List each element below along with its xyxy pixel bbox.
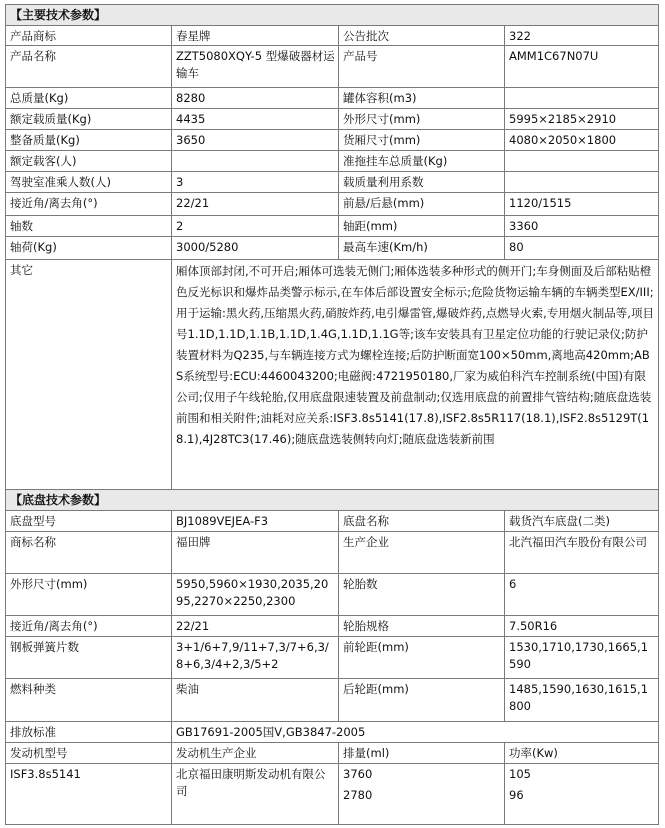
spec-label: 轴荷(Kg) [5,236,171,259]
spec-label: 额定载客(人) [5,150,171,171]
spec-label: 驾驶室准乘人数(人) [5,171,171,192]
chassis-label: 接近角/离去角(°) [5,615,171,636]
spec-value: 8280 [171,87,338,108]
chassis-value: 北汽福田汽车股份有限公司 [504,531,659,573]
chassis-label: 底盘型号 [5,510,171,531]
spec-label: 货厢尺寸(mm) [338,129,504,150]
engine-header-cell: 排量(ml) [338,742,504,763]
chassis-value: 柴油 [171,678,338,721]
spec-label: 载质量利用系数 [338,171,504,192]
spec-label: 外形尺寸(mm) [338,108,504,129]
chassis-label: 轮胎规格 [338,615,504,636]
chassis-value: 福田牌 [171,531,338,573]
spec-label: 产品名称 [5,45,171,87]
spec-row [5,45,659,87]
chassis-row [5,510,659,531]
chassis-label: 商标名称 [5,531,171,573]
spec-value: 3650 [171,129,338,150]
chassis-label: 钢板弹簧片数 [5,636,171,678]
spec-value: 322 [504,25,659,45]
engine-header-cell: 功率(Kw) [504,742,659,763]
engine-displacement [338,763,504,825]
spec-value: 3360 [504,215,659,236]
spec-row [5,236,659,259]
chassis-value: 6 [504,573,659,615]
spec-value [504,171,659,192]
engine-power-2: 96 [509,788,524,802]
engine-displacement-2: 2780 [343,788,373,802]
spec-label: 总质量(Kg) [5,87,171,108]
spec-label: 额定载质量(Kg) [5,108,171,129]
spec-value: 4435 [171,108,338,129]
spec-value: 80 [504,236,659,259]
chassis-label: 轮胎数 [338,573,504,615]
chassis-value: 5950,5960×1930,2035,2095,2270×2250,2300 [171,573,338,615]
spec-row [5,215,659,236]
main-section-header [5,4,659,25]
chassis-label: 底盘名称 [338,510,504,531]
spec-value: 4080×2050×1800 [504,129,659,150]
spec-value: 3000/5280 [171,236,338,259]
spec-value: 2 [171,215,338,236]
spec-label: 轴距(mm) [338,215,504,236]
chassis-row [5,615,659,636]
spec-row [5,129,659,150]
chassis-value: 1530,1710,1730,1665,1590 [504,636,659,678]
engine-header-row [5,742,659,763]
chassis-value: BJ1089VEJEA-F3 [171,510,338,531]
chassis-row [5,531,659,573]
spec-label: 接近角/离去角(°) [5,192,171,215]
chassis-row [5,573,659,615]
spec-value: AMM1C67N07U [504,45,659,87]
engine-power [504,763,659,825]
emission-row [5,721,659,742]
other-row [5,259,659,489]
chassis-value: 1485,1590,1630,1615,1800 [504,678,659,721]
spec-label: 轴数 [5,215,171,236]
spec-label: 产品商标 [5,25,171,45]
chassis-value: 7.50R16 [504,615,659,636]
engine-model: ISF3.8s5141 [5,763,171,825]
chassis-label: 后轮距(mm) [338,678,504,721]
spec-value [171,150,338,171]
engine-header-cell: 发动机型号 [5,742,171,763]
spec-label: 最高车速(Km/h) [338,236,504,259]
spec-label: 整备质量(Kg) [5,129,171,150]
spec-label: 产品号 [338,45,504,87]
spec-row [5,87,659,108]
spec-value [504,150,659,171]
spec-row [5,150,659,171]
spec-value: 5995×2185×2910 [504,108,659,129]
spec-value: 春星牌 [171,25,338,45]
spec-label: 准拖挂车总质量(Kg) [338,150,504,171]
spec-value: ZZT5080XQY-5 型爆破器材运输车 [171,45,338,87]
main-section-title: 【主要技术参数】 [5,4,659,25]
engine-header-cell: 发动机生产企业 [171,742,338,763]
engine-displacement-1: 3760 [343,767,373,781]
chassis-label: 外形尺寸(mm) [5,573,171,615]
chassis-label: 前轮距(mm) [338,636,504,678]
chassis-value: 22/21 [171,615,338,636]
spec-label: 公告批次 [338,25,504,45]
engine-data-row [5,763,659,825]
spec-row [5,108,659,129]
chassis-section-title: 【底盘技术参数】 [5,489,659,510]
chassis-row [5,636,659,678]
spec-row [5,171,659,192]
chassis-row [5,678,659,721]
spec-label: 罐体容积(m3) [338,87,504,108]
chassis-section-header [5,489,659,510]
chassis-label: 燃料种类 [5,678,171,721]
spec-value: 3 [171,171,338,192]
other-label: 其它 [5,259,171,489]
chassis-value: 3+1/6+7,9/11+7,3/7+6,3/8+6,3/4+2,3/5+2 [171,636,338,678]
engine-power-1: 105 [509,767,531,781]
chassis-value: 载货汽车底盘(二类) [504,510,659,531]
other-text: 厢体顶部封闭,不可开启;厢体可选装无侧门;厢体选装多种形式的侧开门;车身侧面及后部粘贴橙色反光标识和爆炸品类警示标示,在车体后部设置安全标示;危险货物运输车辆的车辆类型EX/III;用于运输:黑火药,压缩黑火药,硝胺炸药,电引爆雷管,爆破炸药,点燃导火索,专用烟火制品等,项目号1.1D,1.1D,1.1B,1.1D,1.4G,1.1D,1.1G等;该车安装具有卫星定位功能的行驶记录仪;防护装置材料为Q235,与车辆连接方式为螺栓连接;后防护断面宽100×50mm,离地高420mm;ABS系统型号:ECU:4460043200;电磁阀:4721950180,厂家为威伯科汽车控制系统(中国)有限公司;仅用子午线轮胎,仅用底盘限速装置及前盘制动;仅选用底盘的前置排气管结构;随底盘选装前围和相关附件;油耗对应关系:ISF3.8s5141(17.8),ISF2.8s5R117(18.1),ISF2.8s5129T(18.1),4J28TC3(17.46);随底盘选装侧转向灯;随底盘选装新前围 [171,259,659,489]
chassis-label: 生产企业 [338,531,504,573]
spec-label: 前悬/后悬(mm) [338,192,504,215]
spec-value [504,87,659,108]
spec-row [5,25,659,45]
spec-value: 22/21 [171,192,338,215]
emission-label: 排放标准 [5,721,171,742]
spec-row [5,192,659,215]
spec-value: 1120/1515 [504,192,659,215]
emission-value: GB17691-2005国V,GB3847-2005 [171,721,659,742]
engine-maker: 北京福田康明斯发动机有限公司 [171,763,338,825]
